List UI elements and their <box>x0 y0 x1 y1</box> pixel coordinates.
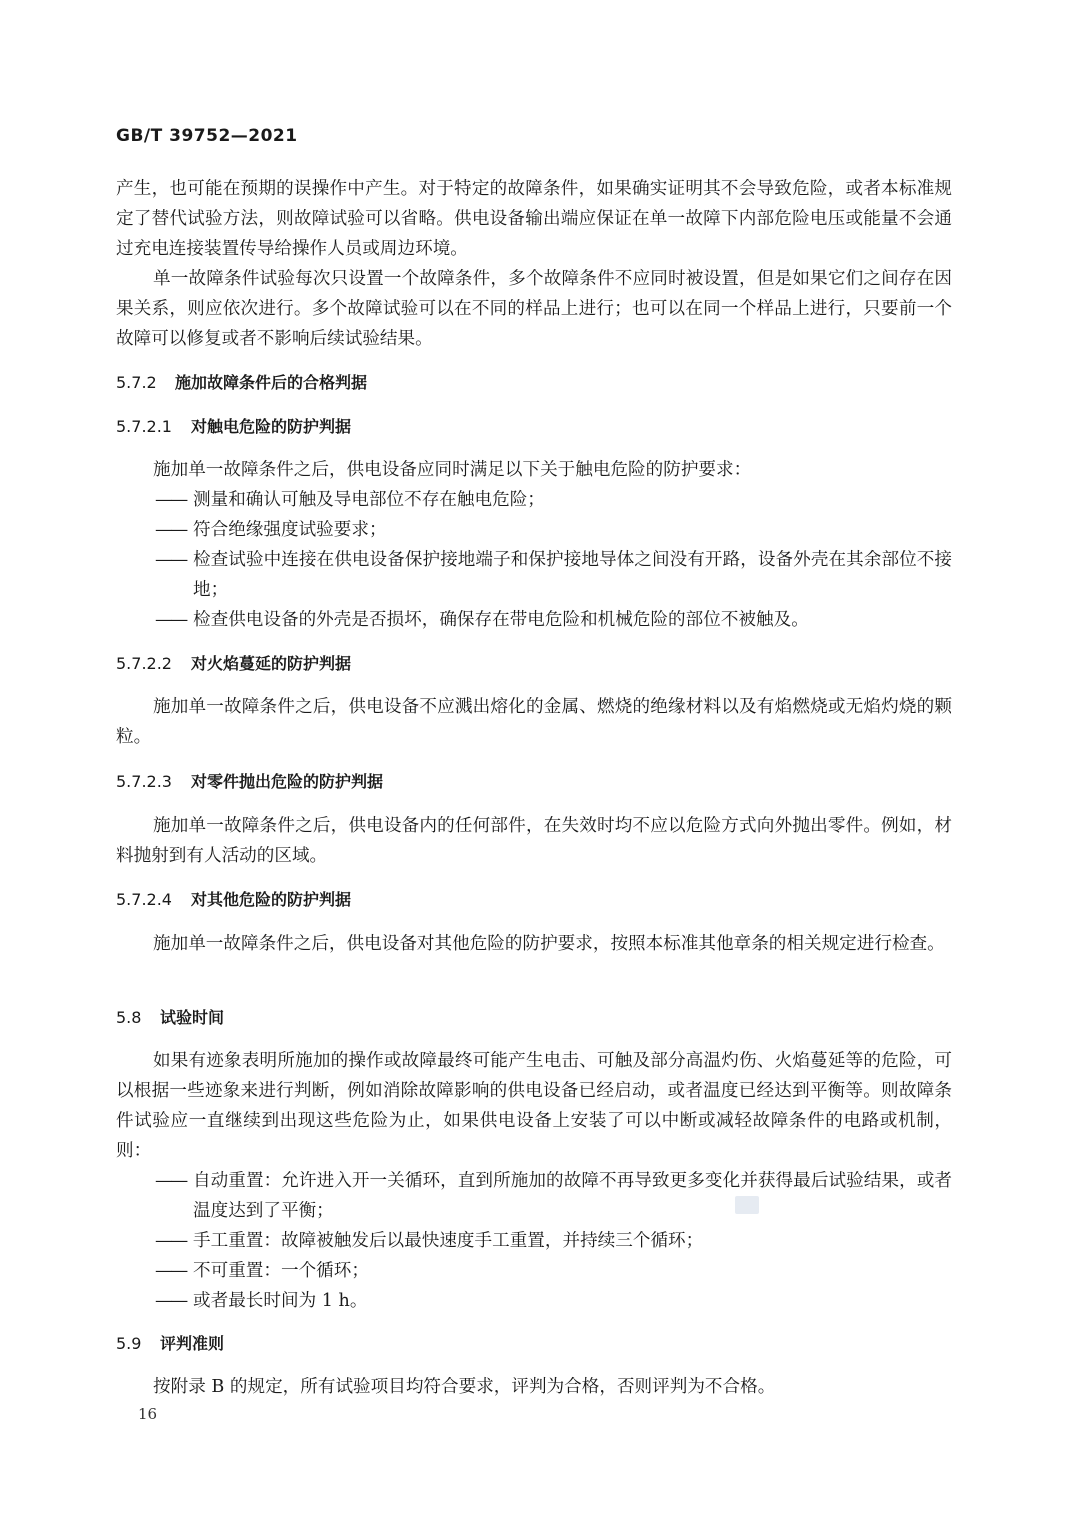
dash-marker: —— <box>155 490 187 510</box>
section-heading-5-7-2 <box>116 371 367 395</box>
section-number: 5.7.2 <box>116 373 157 392</box>
section-title: 对触电危险的防护判据 <box>191 417 352 436</box>
dash-marker: —— <box>155 550 187 570</box>
list-item <box>155 515 952 545</box>
dash-marker: —— <box>155 520 187 540</box>
section-number: 5.9 <box>116 1334 142 1353</box>
dash-marker: —— <box>155 1171 187 1191</box>
paragraph: 按附录 B 的规定，所有试验项目均符合要求，评判为合格，否则评判为不合格。 <box>153 1377 776 1397</box>
paragraph: 施加单一故障条件之后，供电设备应同时满足以下关于触电危险的防护要求： <box>153 460 752 480</box>
list-item <box>155 605 952 635</box>
paragraph: 施加单一故障条件之后，供电设备对其他危险的防护要求，按照本标准其他章条的相关规定进行检查。 <box>153 934 945 954</box>
list-item <box>155 545 952 605</box>
paragraph: 施加单一故障条件之后，供电设备内的任何部件，在失效时均不应以危险方式向外抛出零件。例如，材料抛射到有人活动的区域。 <box>116 816 952 866</box>
list-item-text: 符合绝缘强度试验要求； <box>193 520 387 540</box>
dash-marker: —— <box>155 1291 187 1311</box>
page-number: 16 <box>138 1405 158 1423</box>
section-number: 5.7.2.3 <box>116 772 172 791</box>
list-item <box>155 1226 952 1256</box>
section-heading-5-7-2-1 <box>116 415 351 439</box>
section-heading-5-8 <box>116 1006 224 1030</box>
list-item-text: 检查供电设备的外壳是否损坏，确保存在带电危险和机械危险的部位不被触及。 <box>193 610 809 630</box>
section-title: 对火焰蔓延的防护判据 <box>191 654 352 673</box>
list-item <box>155 1166 952 1226</box>
list-item-text: 或者最长时间为 1 h。 <box>193 1291 368 1311</box>
paragraph: 产生，也可能在预期的误操作中产生。对于特定的故障条件，如果确实证明其不会导致危险，或者本标准规定了替代试验方法，则故障试验可以省略。供电设备输出端应保证在单一故障下内部危险电压或能量不会通过充电连接装置传导给操作人员或周边环境。 <box>116 179 952 259</box>
section-heading-5-7-2-2 <box>116 652 351 676</box>
list-item-text: 测量和确认可触及导电部位不存在触电危险； <box>193 490 545 510</box>
section-number: 5.7.2.1 <box>116 417 172 436</box>
section-heading-5-9 <box>116 1332 224 1356</box>
section-number: 5.8 <box>116 1008 142 1027</box>
standard-code: GB/T 39752—2021 <box>116 126 298 146</box>
paragraph: 单一故障条件试验每次只设置一个故障条件，多个故障条件不应同时被设置，但是如果它们之间存在因果关系，则应依次进行。多个故障试验可以在不同的样品上进行；也可以在同一个样品上进行，只要前一个故障可以修复或者不影响后续试验结果。 <box>116 269 952 349</box>
paragraph: 施加单一故障条件之后，供电设备不应溅出熔化的金属、燃烧的绝缘材料以及有焰燃烧或无焰灼烧的颗粒。 <box>116 697 952 747</box>
section-title: 施加故障条件后的合格判据 <box>175 373 368 392</box>
section-title: 试验时间 <box>160 1008 225 1027</box>
list-item-text: 不可重置：一个循环； <box>193 1261 369 1281</box>
watermark-logo <box>735 1196 759 1214</box>
list-item <box>155 485 952 515</box>
list-item-text: 检查试验中连接在供电设备保护接地端子和保护接地导体之间没有开路，设备外壳在其余部位不接地； <box>193 550 952 600</box>
list-item-text: 自动重置：允许进入开一关循环，直到所施加的故障不再导致更多变化并获得最后试验结果，或者温度达到了平衡； <box>193 1171 952 1221</box>
list-item <box>155 1256 952 1286</box>
section-number: 5.7.2.4 <box>116 890 172 909</box>
dash-marker: —— <box>155 1261 187 1281</box>
section-title: 对零件抛出危险的防护判据 <box>191 772 384 791</box>
section-title: 评判准则 <box>160 1334 225 1353</box>
section-heading-5-7-2-4 <box>116 888 351 912</box>
dash-marker: —— <box>155 1231 187 1251</box>
dash-marker: —— <box>155 610 187 630</box>
paragraph: 如果有迹象表明所施加的操作或故障最终可能产生电击、可触及部分高温灼伤、火焰蔓延等的危险，可以根据一些迹象来进行判断，例如消除故障影响的供电设备已经启动，或者温度已经达到平衡等。则故障条件试验应一直继续到出现这些危险为止，如果供电设备上安装了可以中断或减轻故障条件的电路或机制，则： <box>116 1051 952 1161</box>
section-title: 对其他危险的防护判据 <box>191 890 352 909</box>
list-item <box>155 1286 952 1316</box>
section-heading-5-7-2-3 <box>116 770 383 794</box>
list-item-text: 手工重置：故障被触发后以最快速度手工重置，并持续三个循环； <box>193 1231 704 1251</box>
section-number: 5.7.2.2 <box>116 654 172 673</box>
